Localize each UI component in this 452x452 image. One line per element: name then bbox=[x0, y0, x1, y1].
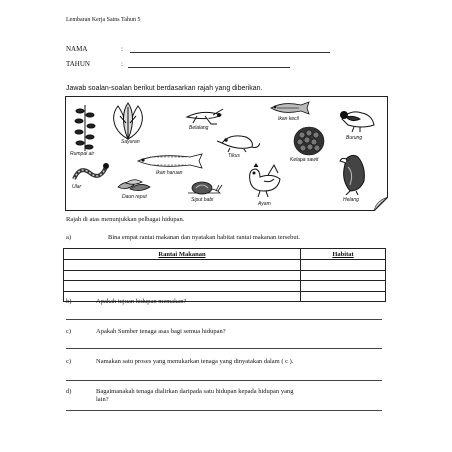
caption-ular: Ular bbox=[72, 184, 82, 190]
question-c-text: Apakah Sumber tenaga asas bagi semua hidupan? bbox=[96, 328, 226, 335]
chain-cell[interactable] bbox=[64, 260, 301, 271]
instruction-text: Jawab soalan-soalan berikut berdasarkan rajah yang diberikan. bbox=[66, 85, 263, 92]
question-c-number: c) bbox=[66, 328, 72, 335]
name-label: NAMA bbox=[66, 45, 88, 53]
caption-rumpai: Rumpai air bbox=[70, 151, 95, 157]
caption-ikan-haruan: Ikan haruan bbox=[156, 170, 183, 176]
question-d-text-line1: Bagaimanakah tenaga dialirkan daripada satu hidupan kepada hidupan yang bbox=[96, 388, 294, 395]
table-header-habitat: Habitat bbox=[301, 249, 386, 260]
caption-helang: Helang bbox=[343, 197, 359, 203]
question-a-text: Bina empat rantai makanan dan nyatakan habitat rantai makanan tersebut. bbox=[108, 234, 301, 241]
snakehead-fish-image bbox=[136, 153, 204, 169]
table-row[interactable] bbox=[64, 270, 386, 281]
eagle-image bbox=[336, 151, 370, 195]
caption-ikan-kecil: Ikan kecil bbox=[278, 116, 299, 122]
caption-belalang: Belalang bbox=[189, 125, 209, 131]
caption-tikus: Tikus bbox=[228, 153, 240, 159]
habitat-cell[interactable] bbox=[301, 281, 386, 292]
table-header-chain: Rantai Makanan bbox=[64, 249, 301, 260]
answer-line-d[interactable] bbox=[66, 410, 382, 411]
year-label: TAHUN bbox=[66, 60, 90, 68]
habitat-cell[interactable] bbox=[301, 291, 386, 302]
name-colon: : bbox=[121, 45, 123, 53]
year-field[interactable] bbox=[128, 67, 290, 68]
habitat-cell[interactable] bbox=[301, 270, 386, 281]
table-row[interactable] bbox=[64, 281, 386, 292]
small-fish-image bbox=[269, 101, 311, 115]
caption-sayuran: Sayuran bbox=[121, 139, 140, 145]
question-b-text: Apakah tujuan hidupan memakan? bbox=[96, 298, 187, 305]
question-c2-text: Namakan satu proses yang menukarkan tenaga yang dinyatakan dalam ( c ). bbox=[96, 358, 294, 365]
caption-daun-reput: Daun reput bbox=[122, 194, 147, 200]
caption-kelapa: Kelapa sawit bbox=[290, 157, 319, 163]
chain-cell[interactable] bbox=[64, 270, 301, 281]
figure-caption: Rajah di atas menunjukkan pelbagai hidupan. bbox=[66, 216, 185, 223]
folded-corner-icon bbox=[374, 197, 388, 211]
question-d-number: d) bbox=[66, 388, 72, 395]
answer-line-b[interactable] bbox=[66, 319, 382, 320]
grasshopper-image bbox=[183, 107, 225, 125]
question-a-number: a) bbox=[66, 234, 72, 241]
vegetable-image bbox=[108, 101, 148, 141]
answer-line-c[interactable] bbox=[66, 348, 382, 349]
answer-line-c2[interactable] bbox=[66, 380, 382, 381]
question-c2-number: c) bbox=[66, 358, 72, 365]
year-colon: : bbox=[121, 60, 123, 68]
food-chain-table bbox=[63, 248, 386, 302]
caption-siput-babi: Siput babi bbox=[191, 197, 214, 203]
habitat-cell[interactable] bbox=[301, 260, 386, 271]
bird-image bbox=[338, 105, 376, 133]
question-d-text-line2: lain? bbox=[96, 396, 109, 403]
oil-palm-image bbox=[292, 125, 326, 157]
food-web-figure bbox=[65, 96, 388, 211]
caption-ayam: Ayam bbox=[258, 201, 271, 207]
rat-image bbox=[216, 129, 260, 153]
table-row[interactable] bbox=[64, 260, 386, 271]
water-weed-image bbox=[74, 103, 96, 153]
caption-burung: Burung bbox=[346, 135, 363, 141]
snake-image bbox=[70, 159, 110, 185]
chain-cell[interactable] bbox=[64, 281, 301, 292]
rotten-leaves-image bbox=[116, 177, 152, 193]
name-field[interactable] bbox=[130, 52, 330, 53]
worksheet-title: Lembaran Kerja Sains Tahun 5 bbox=[66, 17, 141, 23]
snail-image bbox=[186, 179, 224, 195]
question-b-number: b) bbox=[66, 298, 72, 305]
chicken-image bbox=[244, 163, 284, 199]
